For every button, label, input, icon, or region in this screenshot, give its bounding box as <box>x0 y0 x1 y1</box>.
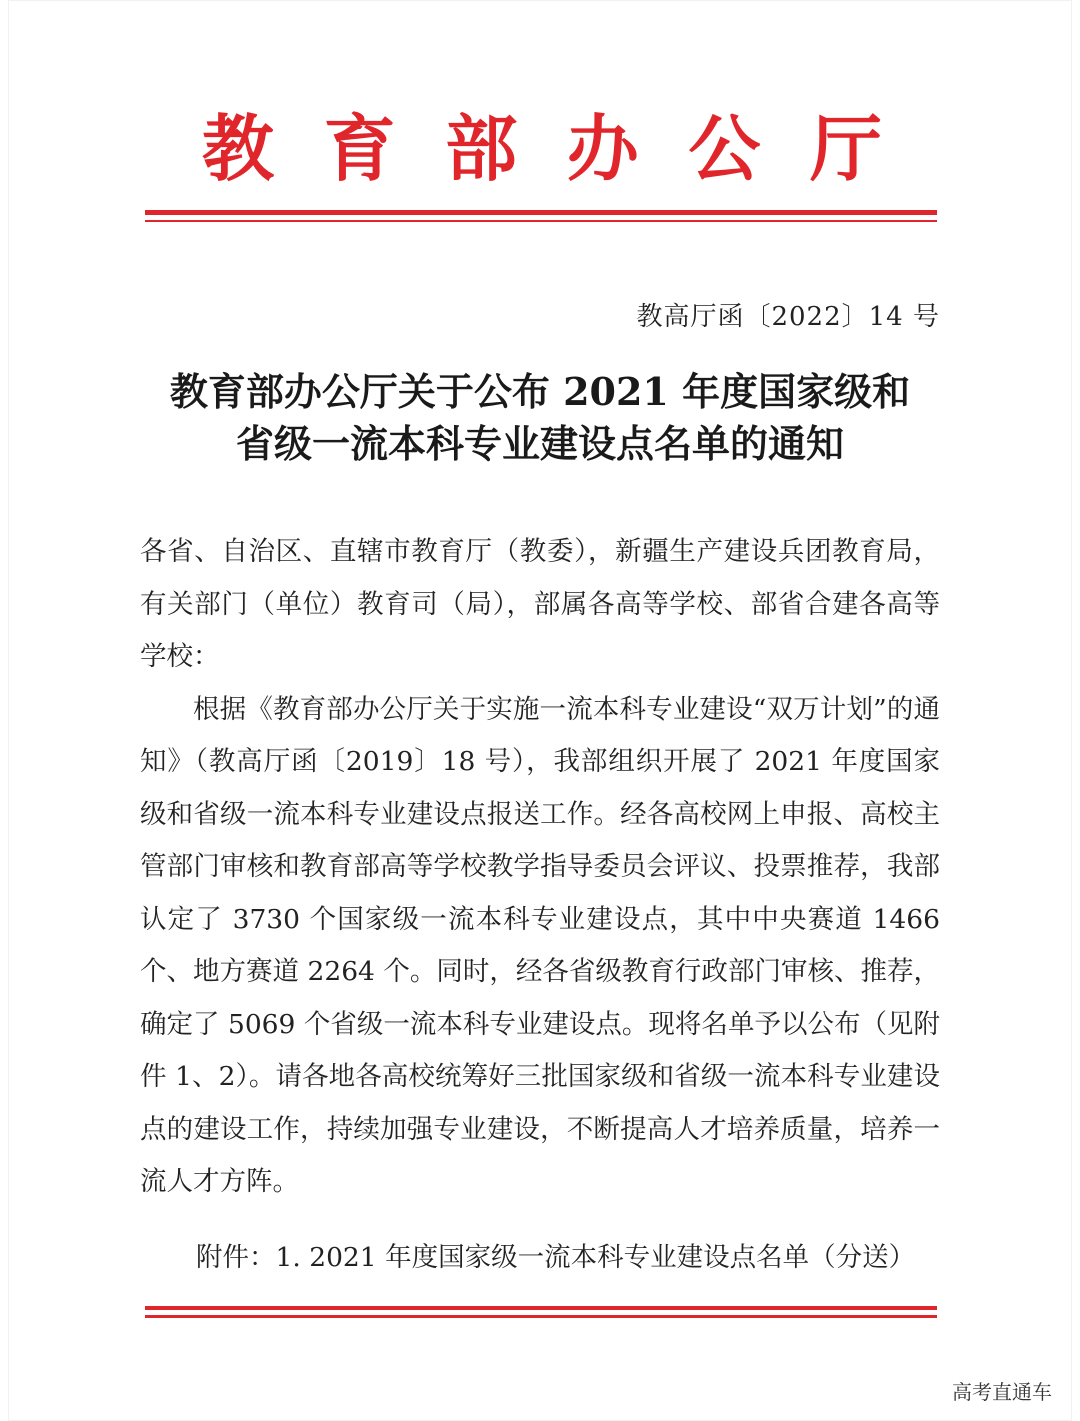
letterhead <box>140 100 940 191</box>
document-body <box>140 526 940 1209</box>
document-title <box>140 366 940 470</box>
document-number: 教高厅函〔2022〕14 号 <box>636 302 940 332</box>
red-divider-top-thin <box>145 220 937 222</box>
title-line-1: 教育部办公厅关于公布 2021 年度国家级和 <box>169 369 911 414</box>
letterhead-char: 办 <box>566 106 639 191</box>
letterhead-char: 公 <box>688 106 761 191</box>
letterhead-char: 育 <box>323 106 396 191</box>
attachment-line: 附件：1. 2021 年度国家级一流本科专业建设点名单（分送） <box>196 1242 916 1273</box>
title-line-2: 省级一流本科专业建设点名单的通知 <box>235 421 844 466</box>
red-divider-top <box>145 210 937 215</box>
letterhead-char: 厅 <box>809 106 882 191</box>
letterhead-char: 部 <box>445 106 518 191</box>
source-watermark: 高考直通车 <box>952 1380 1052 1404</box>
red-divider-bottom <box>145 1306 937 1310</box>
body-paragraph: 根据《教育部办公厅关于实施一流本科专业建设“双万计划”的通知》（教高厅函〔2019〕18 号），我部组织开展了 2021 年度国家级和省级一流本科专业建设点报送工作。经各高校网上申报、高校主管部门审核和教育部高等学校教学指导委员会评议、投票推荐，我部认定了 3730 个国家级一流本科专业建设点，其中中央赛道 1466 个、地方赛道 2264 个。同时，经各省级教育行政部门审核、推荐，确定了 5069 个省级一流本科专业建设点。现将名单予以公布（见附件 1、2）。请各地各高校统筹好三批国家级和省级一流本科专业建设点的建设工作，持续加强专业建设，不断提高人才培养质量，培养一流人才方阵。 <box>140 693 940 1197</box>
letterhead-char: 教 <box>202 106 275 191</box>
addressee: 各省、自治区、直辖市教育厅（教委），新疆生产建设兵团教育局，有关部门（单位）教育司（局），部属各高等学校、部省合建各高等学校： <box>140 536 940 672</box>
red-divider-bottom-thin <box>145 1315 937 1318</box>
